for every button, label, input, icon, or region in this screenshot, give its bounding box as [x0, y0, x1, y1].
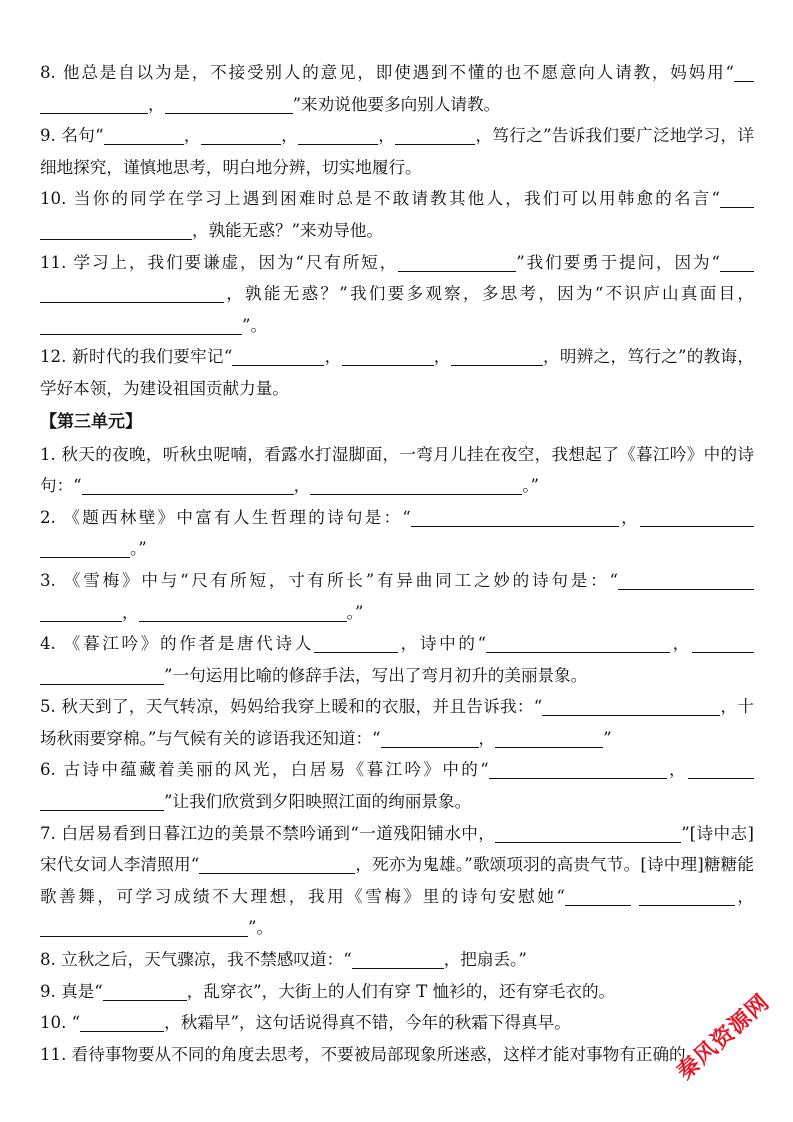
question-text: ”来劝说他要多向别人请教。	[292, 94, 501, 114]
question-text: 。”	[522, 476, 540, 496]
question-item	[40, 754, 754, 817]
question-text: 12. 新时代的我们要牢记“	[40, 347, 233, 367]
question-text: ，	[670, 634, 693, 654]
question-list-unit-three	[40, 439, 754, 1071]
question-text: ，死亦为鬼雄。”歌颂项羽的高贵气节。[诗中理]糖糖能歌善舞，可学习成绩不大理想，我用《雪梅》里的诗句安慰她“	[40, 855, 754, 906]
answer-blank[interactable]	[298, 125, 378, 145]
question-text: 11. 学习上，我们要谦虚，因为“尺有所短，	[40, 252, 399, 272]
answer-blank[interactable]	[451, 346, 543, 366]
question-item	[40, 818, 754, 944]
question-text: 7. 白居易看到日暮江边的美景不禁吟诵到“一道残阳铺水中，	[40, 823, 496, 843]
answer-blank[interactable]	[688, 759, 754, 779]
question-text: ，诗中的“	[397, 634, 487, 654]
question-text: ，	[148, 94, 165, 114]
question-text: ，	[433, 347, 451, 367]
question-text: ，孰能无惑？”来劝导他。	[192, 220, 384, 240]
question-text: 10. “	[40, 1013, 81, 1033]
question-text: 9. 名句“	[40, 126, 104, 146]
question-text: ”我们要勇于提问，因为“	[516, 252, 720, 272]
answer-blank[interactable]	[139, 602, 347, 622]
question-text: ，	[666, 760, 688, 780]
question-text: ，明辨之，笃行之”的教诲，学好本领，为建设祖国贡献力量。	[40, 347, 755, 398]
question-text: ，秋霜早”，这句话说得真不错，今年的秋霜下得真早。	[164, 1013, 571, 1033]
question-text: ，	[122, 602, 139, 622]
answer-blank[interactable]	[199, 854, 355, 874]
question-text: ，	[183, 126, 201, 146]
answer-blank[interactable]	[40, 283, 224, 303]
question-text: ”。	[248, 918, 274, 938]
answer-blank[interactable]	[103, 981, 187, 1001]
answer-blank[interactable]	[342, 346, 434, 366]
question-item	[40, 247, 754, 342]
answer-blank[interactable]	[411, 507, 619, 527]
answer-blank[interactable]	[80, 1012, 164, 1032]
question-item	[40, 628, 754, 691]
document-page	[40, 57, 754, 1070]
answer-blank[interactable]	[395, 125, 475, 145]
question-item	[40, 976, 754, 1008]
answer-blank[interactable]	[565, 886, 631, 906]
question-text: ，	[324, 347, 342, 367]
answer-blank[interactable]	[486, 633, 670, 653]
question-text: ”让我们欣赏到夕阳映照江面的绚丽景象。	[164, 792, 472, 812]
question-item	[40, 565, 754, 628]
question-text: 1. 秋天的夜晚，听秋虫呢喃，看露水打湿脚面，一弯月儿挂在夜空，我想起了《暮江吟》中的诗句：“	[40, 444, 754, 496]
answer-blank[interactable]	[720, 188, 754, 208]
question-item	[40, 183, 754, 246]
answer-blank[interactable]	[639, 886, 735, 906]
question-text: ”。	[242, 315, 268, 335]
question-text: 3. 《雪梅》中与“尺有所短，寸有所长”有异曲同工之妙的诗句是：“	[40, 570, 618, 590]
question-text: ，笃行之”告诉我们要广泛地学习，详细地探究，谨慎地思考，明白地分辨，切实地履行。	[40, 126, 755, 177]
question-text: 6. 古诗中蕴藏着美丽的风光，白居易《暮江吟》中的“	[40, 760, 489, 780]
question-text: 10. 当你的同学在学习上遇到困难时总是不敢请教其他人，我们可以用韩愈的名言“	[40, 189, 720, 209]
answer-blank[interactable]	[82, 475, 294, 495]
question-item	[40, 944, 754, 976]
question-text: 8. 他总是自以为是，不接受别人的意见，即使遇到不懂的也不愿意向人请教，妈妈用“	[40, 63, 734, 82]
question-text: ”[诗中志]宋代女词人李清照用“	[40, 823, 754, 875]
answer-blank[interactable]	[640, 507, 754, 527]
question-text: ，	[478, 728, 496, 748]
answer-blank[interactable]	[734, 62, 754, 82]
question-text	[631, 887, 639, 906]
answer-blank[interactable]	[352, 949, 444, 969]
answer-blank[interactable]	[232, 346, 324, 366]
question-text: ，	[734, 886, 755, 906]
question-item	[40, 502, 754, 565]
answer-blank[interactable]	[692, 633, 754, 653]
question-list-part-two	[40, 57, 754, 405]
question-item	[40, 1039, 754, 1071]
question-text: ，	[377, 126, 396, 146]
question-text: ，把扇丢。”	[443, 950, 527, 970]
answer-blank[interactable]	[40, 602, 122, 622]
question-text: 4. 《暮江吟》的作者是唐代诗人	[40, 634, 314, 654]
question-text: ，	[293, 476, 311, 496]
question-text: 5. 秋天到了，天气转凉，妈妈给我穿上暖和的衣服，并且告诉我：“	[40, 697, 543, 717]
question-text: 11. 看待事物要从不同的角度去思考，不要被局部现象所迷惑，这样才能对事物有正确的	[40, 1044, 686, 1064]
question-item	[40, 341, 754, 404]
answer-blank[interactable]	[398, 252, 516, 272]
question-text: ”	[603, 728, 612, 748]
question-text: 9. 真是“	[40, 981, 103, 1001]
question-text: ，	[618, 507, 641, 527]
answer-blank[interactable]	[165, 94, 293, 114]
question-text: 。”	[346, 602, 364, 622]
question-text: 8. 立秋之后，天气骤凉，我不禁感叹道：“	[40, 950, 352, 970]
question-text: 2. 《题西林壁》中富有人生哲理的诗句是：“	[40, 507, 411, 527]
question-item	[40, 439, 754, 502]
question-item	[40, 120, 754, 183]
answer-blank[interactable]	[618, 570, 754, 590]
question-item	[40, 57, 754, 120]
answer-blank[interactable]	[40, 538, 130, 558]
answer-blank[interactable]	[104, 125, 184, 145]
answer-blank[interactable]	[40, 315, 242, 335]
answer-blank[interactable]	[720, 252, 754, 272]
answer-blank[interactable]	[381, 728, 479, 748]
answer-blank[interactable]	[314, 633, 398, 653]
question-item	[40, 1007, 754, 1039]
answer-blank[interactable]	[495, 728, 603, 748]
question-text: ，	[280, 126, 298, 146]
question-item	[40, 691, 754, 754]
answer-blank[interactable]	[310, 475, 522, 495]
question-text: ”一句运用比喻的修辞手法，写出了弯月初升的美丽景象。	[164, 665, 588, 685]
answer-blank[interactable]	[40, 665, 164, 685]
answer-blank[interactable]	[489, 759, 667, 779]
answer-blank[interactable]	[542, 696, 720, 716]
section-heading-unit-three: 【第三单元】	[40, 411, 142, 432]
question-text: ，孰能无惑？”我们要多观察，多思考，因为“不识庐山真面目，	[224, 284, 754, 304]
answer-blank[interactable]	[40, 94, 148, 114]
answer-blank[interactable]	[201, 125, 281, 145]
question-text: ，乱穿衣”，大街上的人们有穿 T 恤衫的，还有穿毛衣的。	[186, 981, 616, 1001]
answer-blank[interactable]	[40, 791, 164, 811]
question-text: 。”	[130, 539, 147, 559]
question-text: ，十场秋雨要穿棉。”与气候有关的谚语我还知道：“	[40, 697, 755, 748]
watermark-text: 秦风资源网	[672, 989, 775, 1086]
answer-blank[interactable]	[40, 917, 248, 937]
answer-blank[interactable]	[40, 220, 192, 240]
answer-blank[interactable]	[495, 823, 681, 843]
